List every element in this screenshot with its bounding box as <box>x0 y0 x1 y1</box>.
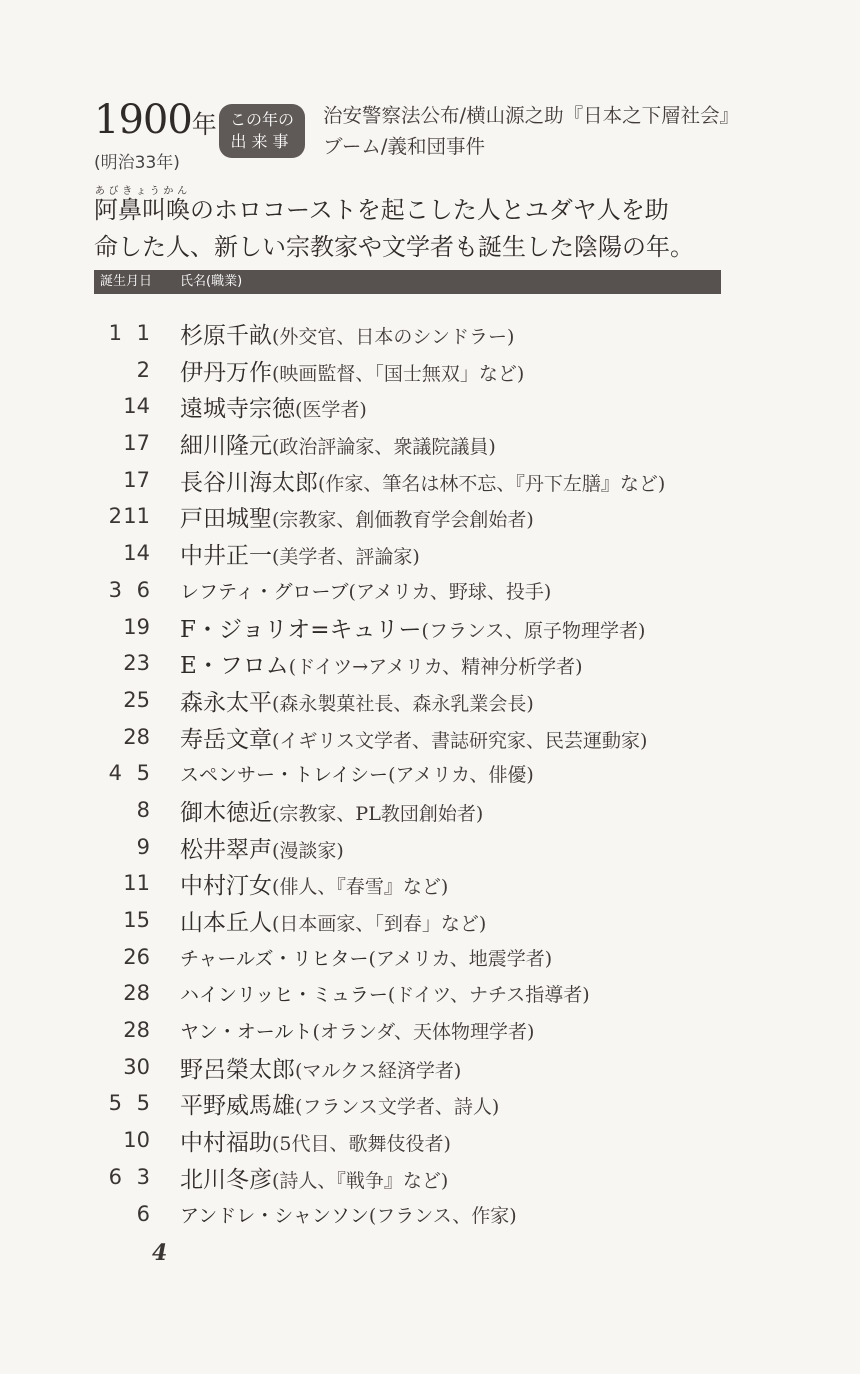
year-heading <box>94 97 217 173</box>
person-entry <box>180 577 551 604</box>
person-name: ハインリッヒ・ミュラー <box>180 984 388 1007</box>
birth-month: 6 <box>108 1164 122 1189</box>
intro-line-2: 命した人、新しい宗教家や文学者も誕生した陰陽の年。 <box>94 233 694 261</box>
list-item <box>94 792 814 829</box>
person-name: レフティ・グローブ <box>180 580 349 603</box>
ruby-reading: あびきょうかん <box>94 186 190 197</box>
person-name: チャールズ・リヒター <box>180 947 369 970</box>
person-name: 北川冬彦 <box>180 1166 272 1193</box>
intro-text <box>94 186 734 266</box>
person-entry <box>180 794 483 827</box>
person-entry <box>180 1161 448 1194</box>
list-item <box>94 352 814 389</box>
person-name: 遠城寺宗徳 <box>180 396 295 423</box>
person-entry <box>180 390 367 423</box>
year-number: 1900年 <box>94 97 217 143</box>
person-name: F・ジョリオ=キュリー <box>180 616 422 643</box>
person-name: 山本丘人 <box>180 910 272 936</box>
person-occupation: (作家、筆名は林不忘、『丹下左膳』など) <box>318 472 666 495</box>
list-item <box>94 1159 814 1196</box>
person-name: E・フロム <box>180 653 289 680</box>
birth-day: 6 <box>136 1201 150 1226</box>
birth-day: 8 <box>136 797 150 822</box>
birth-day: 28 <box>123 724 150 749</box>
birth-day: 1 <box>136 321 150 345</box>
person-occupation: (フランス文学者、詩人) <box>295 1096 500 1119</box>
list-item <box>94 315 814 352</box>
person-occupation: (詩人、『戦争』など) <box>272 1169 449 1192</box>
list-item <box>94 865 814 902</box>
person-name: 寿岳文章 <box>180 726 272 753</box>
birth-day: 25 <box>123 687 150 712</box>
birth-month: 2 <box>108 504 122 529</box>
person-entry <box>180 760 534 787</box>
person-name: 平野威馬雄 <box>180 1093 295 1120</box>
birth-day: 19 <box>123 614 150 639</box>
person-name: ヤン・オールト <box>180 1021 313 1044</box>
events-badge <box>219 104 305 158</box>
list-item <box>94 755 814 792</box>
person-occupation: (宗教家、創価教育学会創始者) <box>272 509 534 532</box>
birth-day: 11 <box>123 871 150 896</box>
person-occupation: (フランス、原子物理学者) <box>421 619 646 642</box>
birth-day: 5 <box>136 761 150 786</box>
list-item <box>94 719 814 756</box>
person-occupation: (アメリカ、地震学者) <box>368 947 553 970</box>
birth-day: 14 <box>123 541 150 566</box>
header-name: 氏名(職業) <box>180 274 243 289</box>
person-occupation: (日本画家、「到春」など) <box>272 913 487 935</box>
table-header <box>94 270 721 294</box>
person-occupation: (イギリス文学者、書誌研究家、民芸運動家) <box>272 729 648 752</box>
list-item <box>94 829 814 866</box>
person-name: 中村汀女 <box>180 873 272 900</box>
person-name: スペンサー・トレイシー <box>180 764 389 787</box>
person-name: 御木徳近 <box>180 799 272 826</box>
list-item <box>94 1122 814 1159</box>
birth-day: 15 <box>123 908 150 932</box>
person-entry <box>180 464 665 497</box>
list-item <box>94 1196 814 1233</box>
birth-month: 1 <box>108 321 122 345</box>
person-entry <box>180 611 645 644</box>
person-entry <box>180 500 534 533</box>
person-occupation: (美学者、評論家) <box>272 546 420 569</box>
person-entry <box>180 980 590 1007</box>
birth-day: 10 <box>123 1128 150 1153</box>
person-name: 松井翠声 <box>180 836 272 863</box>
person-entry <box>180 354 524 387</box>
list-item <box>94 609 814 646</box>
list-item <box>94 388 814 425</box>
list-item <box>94 572 814 609</box>
intro-line-1: のホロコーストを起こした人とユダヤ人を助 <box>190 196 669 224</box>
person-entry <box>180 427 496 460</box>
person-occupation: (医学者) <box>295 399 367 422</box>
person-occupation: (フランス、作家) <box>368 1204 517 1227</box>
list-item <box>94 425 814 462</box>
person-name: 伊丹万作 <box>180 359 272 386</box>
person-entry <box>180 944 552 971</box>
birth-day: 14 <box>123 394 150 419</box>
person-name: 戸田城聖 <box>180 506 272 533</box>
person-name: 中井正一 <box>180 543 272 570</box>
person-entry <box>180 904 486 937</box>
person-occupation: (森永製菓社長、森永乳業会長) <box>272 692 534 715</box>
birth-day: 17 <box>123 431 150 456</box>
birth-day: 30 <box>123 1054 150 1079</box>
person-name: 細川隆元 <box>180 433 272 460</box>
list-item <box>94 975 814 1012</box>
list-item <box>94 498 814 535</box>
birth-day: 6 <box>136 577 150 602</box>
list-item <box>94 939 814 976</box>
list-item <box>94 535 814 572</box>
page-number: 4 <box>152 1240 168 1266</box>
person-occupation: (宗教家、PL教団創始者) <box>272 802 484 825</box>
birth-day: 3 <box>136 1164 150 1189</box>
era-label: (明治33年) <box>94 153 180 173</box>
list-item <box>94 462 814 499</box>
person-occupation: (漫談家) <box>272 839 344 862</box>
person-entry <box>180 1051 461 1084</box>
person-entry <box>180 684 534 717</box>
birth-day: 5 <box>136 1091 150 1116</box>
person-occupation: (政治評論家、衆議院議員) <box>272 436 496 459</box>
person-occupation: (アメリカ、野球、投手) <box>348 580 552 603</box>
birth-day: 26 <box>123 944 150 969</box>
list-item <box>94 1012 814 1049</box>
year-suffix: 年 <box>191 110 217 139</box>
person-occupation: (映画監督、「国士無双」など) <box>272 362 525 385</box>
person-name: 野呂榮太郎 <box>180 1056 295 1083</box>
badge-line-1: この年の <box>229 110 294 129</box>
person-entry <box>180 1087 499 1120</box>
birth-month: 4 <box>108 761 122 786</box>
badge-line-2: 出来事 <box>230 132 294 151</box>
person-name: 長谷川海太郎 <box>180 469 318 496</box>
intro-ruby: 阿鼻叫喚あびきょうかん <box>94 186 190 224</box>
birth-day: 11 <box>123 504 150 529</box>
person-name: 森永太平 <box>180 689 272 716</box>
birth-day: 2 <box>136 357 150 382</box>
person-entry <box>180 317 514 350</box>
person-entry <box>180 831 344 864</box>
person-occupation: (外交官、日本のシンドラー) <box>272 326 515 348</box>
list-item <box>94 1049 814 1086</box>
person-occupation: (ドイツ→アメリカ、精神分析学者) <box>288 656 583 679</box>
person-name: アンドレ・シャンソン <box>180 1204 369 1227</box>
birth-list <box>94 315 814 1232</box>
person-entry <box>180 1124 451 1157</box>
birth-day: 17 <box>123 467 150 492</box>
birth-day: 28 <box>123 1018 150 1043</box>
person-entry <box>180 647 583 680</box>
birth-month: 5 <box>108 1091 122 1116</box>
person-entry <box>180 1201 517 1228</box>
person-entry <box>180 867 448 900</box>
person-occupation: (アメリカ、俳優) <box>388 764 534 787</box>
person-occupation: (マルクス経済学者) <box>295 1059 462 1082</box>
list-item <box>94 1085 814 1122</box>
person-occupation: (俳人、『春雪』など) <box>272 876 449 899</box>
list-item <box>94 645 814 682</box>
birth-day: 9 <box>136 834 150 859</box>
person-entry <box>180 537 420 570</box>
birth-day: 28 <box>123 981 150 1006</box>
list-item <box>94 902 814 939</box>
list-item <box>94 682 814 719</box>
person-name: 中村福助 <box>180 1130 272 1157</box>
person-occupation: (オランダ、天体物理学者) <box>312 1021 535 1044</box>
year-events: 治安警察法公布/横山源之助『日本之下層社会』ブーム/義和団事件 <box>323 104 730 158</box>
person-entry <box>180 721 647 754</box>
person-name: 杉原千畝 <box>180 323 272 349</box>
person-occupation: (5代目、歌舞伎役者) <box>272 1133 451 1156</box>
birth-month: 3 <box>108 577 122 602</box>
birth-day: 23 <box>123 651 150 676</box>
person-occupation: (ドイツ、ナチス指導者) <box>387 984 590 1007</box>
person-entry <box>180 1017 534 1044</box>
header-date: 誕生月日 <box>100 274 153 289</box>
